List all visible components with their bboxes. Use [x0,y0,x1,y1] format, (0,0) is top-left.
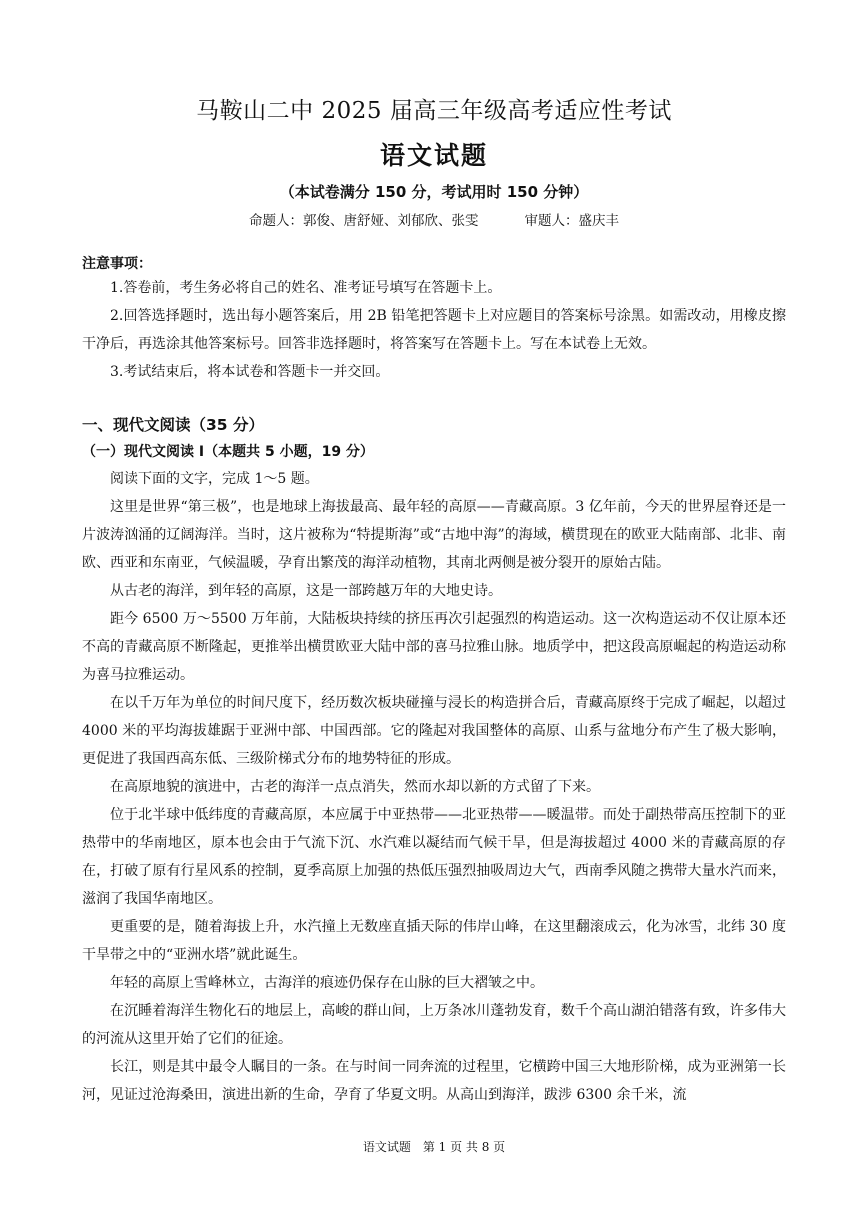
author-line [0,209,868,229]
notice-heading: 注意事项： [82,256,152,272]
exam-title: 马鞍山二中 2025 届高三年级高考适应性考试 [196,98,672,124]
paragraph: 这里是世界“第三极”，也是地球上海拔最高、最年轻的高原——青藏高原。3 亿年前，今天的世界屋脊还是一片波涛汹涌的辽阔海洋。当时，这片被称为“特提斯海”或“古地中海”的海域，横贯现在的欧亚大陆南部、北非、南欧、西亚和东南亚，气候温暖，孕育出繁茂的海洋动植物，其南北两侧是被分裂开的原始古陆。 [82,499,786,571]
paragraph: 距今 6500 万～5500 万年前，大陆板块持续的挤压再次引起强烈的构造运动。这一次构造运动不仅让原本还不高的青藏高原不断隆起，更推举出横贯欧亚大陆中部的喜马拉雅山脉。地质学中，把这段高原崛起的构造运动称为喜马拉雅运动。 [82,611,786,683]
paragraph: 年轻的高原上雪峰林立，古海洋的痕迹仍保存在山脉的巨大褶皱之中。 [110,975,544,991]
paragraph: 在以千万年为单位的时间尺度下，经历数次板块碰撞与浸长的构造拼合后，青藏高原终于完成了崛起，以超过 4000 米的平均海拔雄踞于亚洲中部、中国西部。它的隆起对我国整体的高原、山系与盆地分布产生了极大影响，更促进了我国西高东低、三级阶梯式分布的地势特征的形成。 [82,695,786,767]
notice-item-3: 3.考试结束后，将本试卷和答题卡一并交回。 [110,364,390,380]
paragraph: 在沉睡着海洋生物化石的地层上，高峻的群山间，上万条冰川蓬勃发育，数千个高山湖泊错落有致，许多伟大的河流从这里开始了它们的征途。 [82,1003,786,1047]
authors: 命题人：郭俊、唐舒娅、刘郁欣、张雯 [249,213,479,229]
paragraph: 长江，则是其中最令人瞩目的一条。在与时间一同奔流的过程里，它横跨中国三大地形阶梯，成为亚洲第一长河，见证过沧海桑田，演进出新的生命，孕育了华夏文明。从高山到海洋，跋涉 6300 余千米，流 [82,1059,786,1103]
paragraph: 在高原地貌的演进中，古老的海洋一点点消失，然而水却以新的方式留了下来。 [110,779,600,795]
reading-passage [82,465,786,1109]
instruction: 阅读下面的文字，完成 1～5 题。 [110,471,319,487]
paragraph: 更重要的是，随着海拔上升，水汽撞上无数座直插天际的伟岸山峰，在这里翻滚成云，化为冰雪，北纬 30 度干旱带之中的“亚洲水塔”就此诞生。 [82,919,786,963]
paragraph: 从古老的海洋，到年轻的高原，这是一部跨越万年的大地史诗。 [110,583,502,599]
subject-title: 语文试题 [379,141,488,170]
reviewer: 审题人：盛庆丰 [524,213,619,229]
section-title: 一、现代文阅读（35 分） [82,416,264,434]
page-footer: 语文试题 第 1 页 共 8 页 [362,1140,506,1154]
section-subtitle: （一）现代文阅读 Ⅰ（本题共 5 小题，19 分） [82,444,374,460]
notice-item-1: 1.答卷前，考生务必将自己的姓名、准考证号填写在答题卡上。 [110,280,502,296]
notice-list [82,274,786,386]
notice-item-2: 2.回答选择题时，选出每小题答案后，用 2B 铅笔把答题卡上对应题目的答案标号涂黑。如需改动，用橡皮擦干净后，再选涂其他答案标号。回答非选择题时，将答案写在答题卡上。写在本试卷上无效。 [82,308,786,352]
paragraph: 位于北半球中低纬度的青藏高原，本应属于中亚热带——北亚热带——暖温带。而处于副热带高压控制下的亚热带中的华南地区，原本也会由于气流下沉、水汽难以凝结而气候干旱，但是海拔超过 4000 米的青藏高原的存在，打破了原有行星风系的控制，夏季高原上加强的热低压强烈抽吸周边大气，西南季风随之携带大量水汽而来，滋润了我国华南地区。 [82,807,786,907]
exam-info: （本试卷满分 150 分，考试用时 150 分钟） [279,183,589,201]
